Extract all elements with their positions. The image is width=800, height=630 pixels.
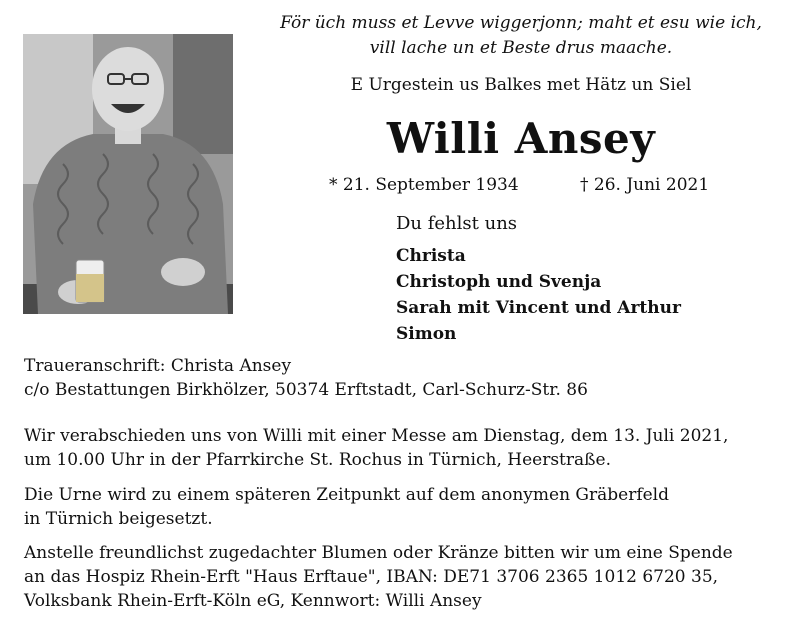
- ceremony-line-2: um 10.00 Uhr in der Pfarrkirche St. Rochus in Türnich, Heerstraße.: [24, 450, 611, 470]
- death-date: † 26. Juni 2021: [580, 175, 710, 195]
- mourners-list: [396, 243, 681, 347]
- urn-notice: [24, 483, 784, 531]
- donation-line-2: an das Hospiz Rhein-Erft "Haus Erftaue", IBAN: DE71 3706 2365 1012 6720 35,: [24, 567, 719, 587]
- mourner-name: Simon: [396, 324, 457, 344]
- mourning-address: [24, 354, 784, 402]
- donation-notice: [24, 541, 784, 613]
- mourner-name: Christoph und Svenja: [396, 272, 602, 292]
- quote-line-1: För üch muss et Levve wiggerjonn; maht et esu wie ich,: [280, 13, 762, 33]
- farewell-line: Du fehlst uns: [396, 213, 518, 234]
- urn-line-2: in Türnich beigesetzt.: [24, 509, 213, 529]
- birth-date: * 21. September 1934: [329, 175, 519, 195]
- dialect-quote: [262, 11, 780, 61]
- mourner-name: Christa: [396, 246, 466, 266]
- motto: E Urgestein us Balkes met Hätz un Siel: [350, 75, 692, 95]
- deceased-name: Willi Ansey: [386, 114, 656, 163]
- ceremony-notice: [24, 424, 784, 472]
- mourner-name: Sarah mit Vincent und Arthur: [396, 298, 681, 318]
- donation-line-3: Volksbank Rhein-Erft-Köln eG, Kennwort: Willi Ansey: [24, 591, 482, 611]
- quote-line-2: vill lache un et Beste drus maache.: [369, 38, 673, 58]
- address-line-1: Traueranschrift: Christa Ansey: [24, 356, 292, 376]
- donation-line-1: Anstelle freundlichst zugedachter Blumen oder Kränze bitten wir um eine Spende: [24, 543, 733, 563]
- ceremony-line-1: Wir verabschieden uns von Willi mit einer Messe am Dienstag, dem 13. Juli 2021,: [24, 426, 729, 446]
- address-line-2: c/o Bestattungen Birkhölzer, 50374 Erftstadt, Carl-Schurz-Str. 86: [24, 380, 588, 400]
- urn-line-1: Die Urne wird zu einem späteren Zeitpunkt auf dem anonymen Gräberfeld: [24, 485, 670, 505]
- portrait-photo: [23, 34, 233, 314]
